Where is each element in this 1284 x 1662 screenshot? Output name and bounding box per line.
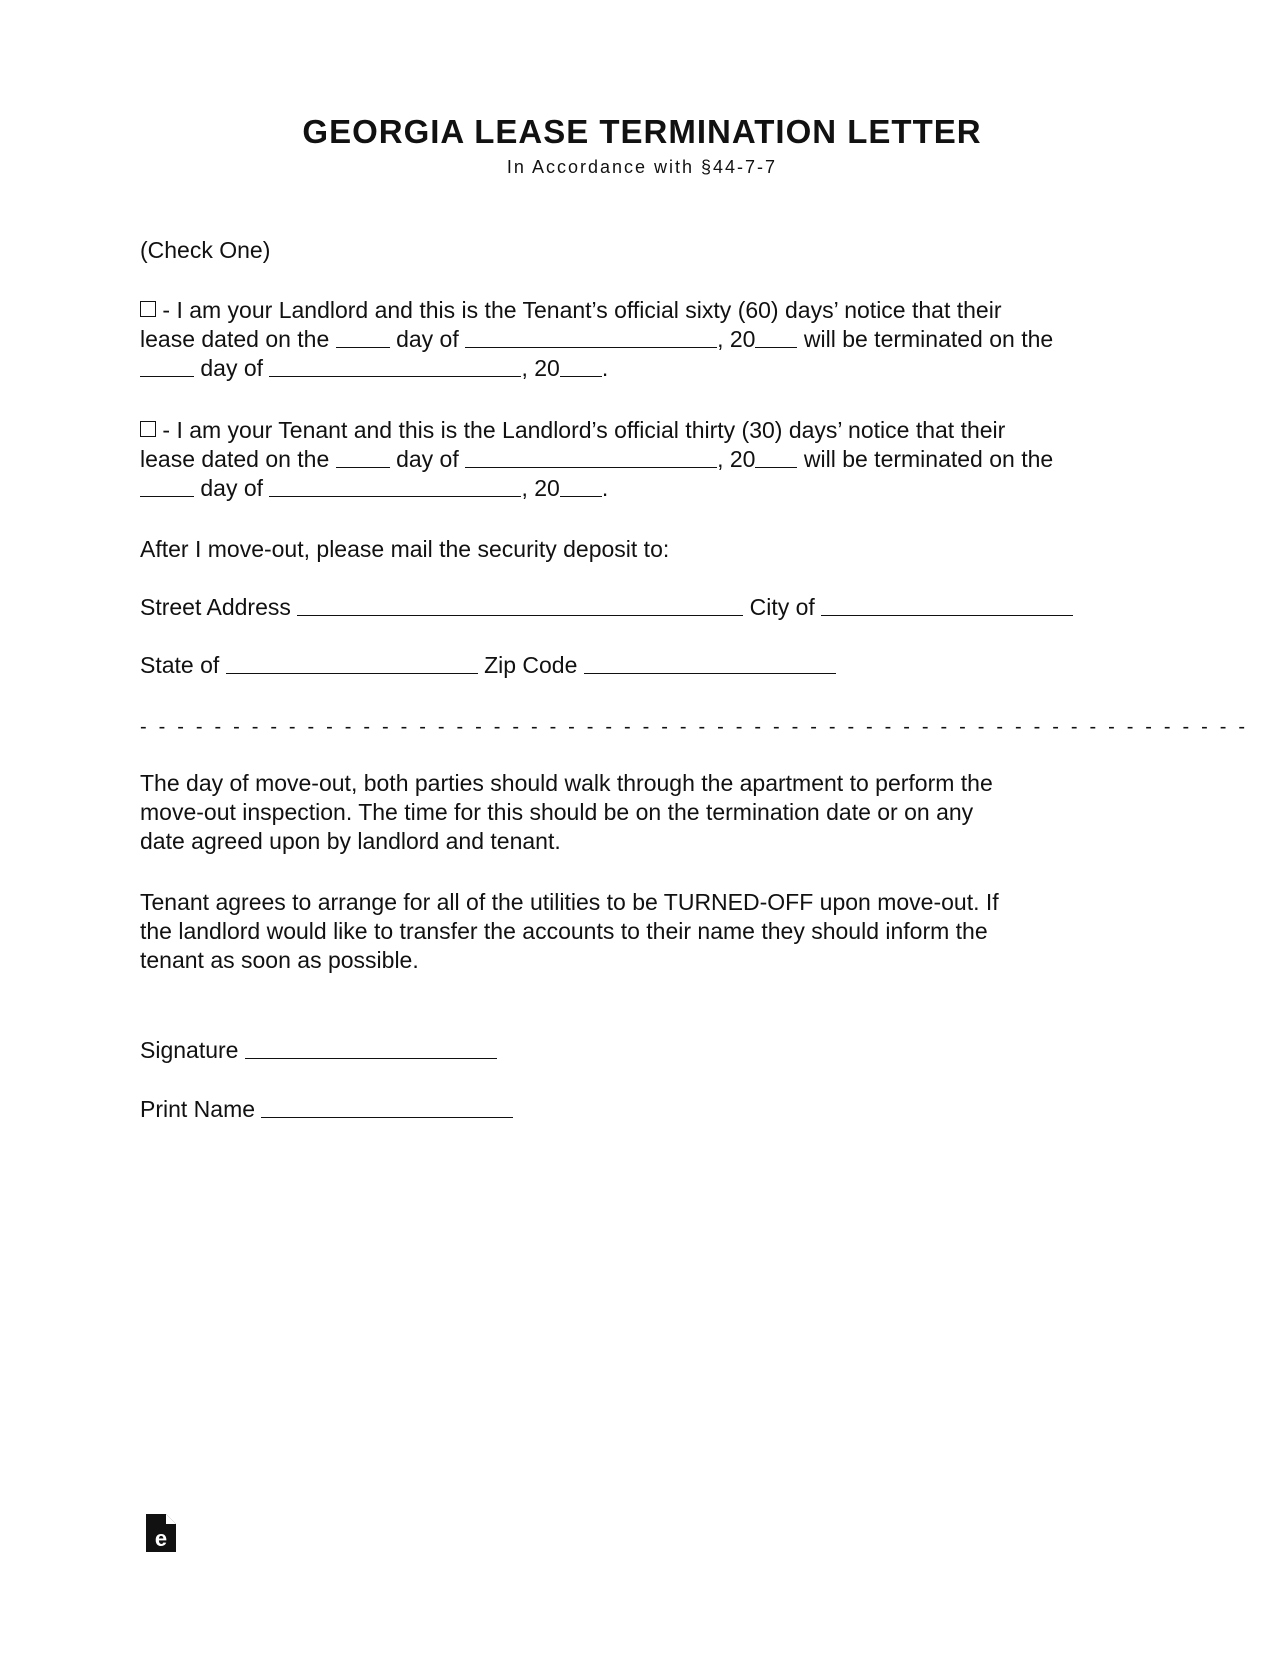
- tenant-option-text: - I am your Tenant and this is the Landlord’s official thirty (30) days’ notice that their: [156, 417, 1006, 443]
- utilities-paragraph: [140, 888, 1140, 975]
- street-address-label: Street Address: [140, 594, 291, 620]
- tenant-option: [140, 416, 1140, 503]
- document-e-icon: [146, 1514, 176, 1552]
- inspection-paragraph: [140, 769, 1140, 856]
- termination-year-field[interactable]: [560, 477, 602, 497]
- address-row: [140, 593, 1140, 622]
- signature-label: Signature: [140, 1037, 239, 1063]
- year-prefix: , 20: [521, 355, 560, 381]
- check-one-label: (Check One): [140, 237, 271, 263]
- lease-dated-label: lease dated on the: [140, 446, 330, 472]
- landlord-option-checkbox[interactable]: [140, 301, 156, 317]
- day-of-label: day of: [396, 326, 459, 352]
- city-label: City of: [749, 594, 815, 620]
- day-of-label: day of: [200, 355, 264, 381]
- year-prefix: , 20: [717, 326, 756, 352]
- state-field[interactable]: [226, 654, 478, 674]
- day-of-label: day of: [200, 475, 264, 501]
- tenant-option-checkbox[interactable]: [140, 421, 156, 437]
- tenant-option-line1: [140, 416, 1140, 445]
- inspection-line: move-out inspection. The time for this should be on the termination date or on any: [140, 799, 974, 825]
- zip-code-label: Zip Code: [484, 652, 578, 678]
- landlord-option: [140, 296, 1140, 383]
- print-name-label: Print Name: [140, 1096, 256, 1122]
- inspection-line: date agreed upon by landlord and tenant.: [140, 828, 561, 854]
- landlord-option-text: - I am your Landlord and this is the Tenant’s official sixty (60) days’ notice that their: [156, 297, 1002, 323]
- landlord-option-line3: [140, 354, 1140, 383]
- state-label: State of: [140, 652, 220, 678]
- termination-month-field[interactable]: [269, 477, 521, 497]
- divider-line: - - - - - - - - - - - - - - - - - - - - - - - - - - - - - - - - - - - - - - - - - - - - - - - - - - - - - - - - - - - -: [140, 716, 1249, 738]
- lease-month-field[interactable]: [465, 448, 717, 468]
- termination-year-field[interactable]: [560, 357, 602, 377]
- document-subtitle: In Accordance with §44-7-7: [506, 157, 778, 177]
- print-name-field[interactable]: [261, 1098, 513, 1118]
- lease-year-field[interactable]: [755, 328, 797, 348]
- lease-day-field[interactable]: [336, 328, 390, 348]
- state-zip-row: [140, 651, 1140, 680]
- lease-day-field[interactable]: [336, 448, 390, 468]
- city-field[interactable]: [821, 596, 1073, 616]
- day-of-label: day of: [396, 446, 459, 472]
- print-name-row: [140, 1095, 1140, 1124]
- utilities-line: the landlord would like to transfer the accounts to their name they should inform the: [140, 918, 988, 944]
- lease-month-field[interactable]: [465, 328, 717, 348]
- terminated-label: will be terminated on the: [803, 446, 1054, 472]
- lease-year-field[interactable]: [755, 448, 797, 468]
- landlord-option-line1: [140, 296, 1140, 325]
- termination-day-field[interactable]: [140, 477, 194, 497]
- deposit-intro: After I move-out, please mail the security deposit to:: [140, 536, 670, 562]
- utilities-line: Tenant agrees to arrange for all of the utilities to be TURNED-OFF upon move-out. If: [140, 889, 999, 915]
- utilities-line: tenant as soon as possible.: [140, 947, 419, 973]
- termination-day-field[interactable]: [140, 357, 194, 377]
- signature-row: [140, 1036, 1140, 1065]
- zip-code-field[interactable]: [584, 654, 836, 674]
- period: .: [601, 475, 609, 501]
- termination-month-field[interactable]: [269, 357, 521, 377]
- lease-dated-label: lease dated on the: [140, 326, 330, 352]
- period: .: [601, 355, 609, 381]
- year-prefix: , 20: [521, 475, 560, 501]
- document-title: GEORGIA LEASE TERMINATION LETTER: [302, 113, 982, 150]
- signature-field[interactable]: [245, 1039, 497, 1059]
- year-prefix: , 20: [717, 446, 756, 472]
- landlord-option-line2: [140, 325, 1140, 354]
- logo-letter: e: [154, 1526, 168, 1551]
- inspection-line: The day of move-out, both parties should walk through the apartment to perform the: [140, 770, 993, 796]
- terminated-label: will be terminated on the: [803, 326, 1054, 352]
- tenant-option-line2: [140, 445, 1140, 474]
- tenant-option-line3: [140, 474, 1140, 503]
- street-address-field[interactable]: [297, 596, 743, 616]
